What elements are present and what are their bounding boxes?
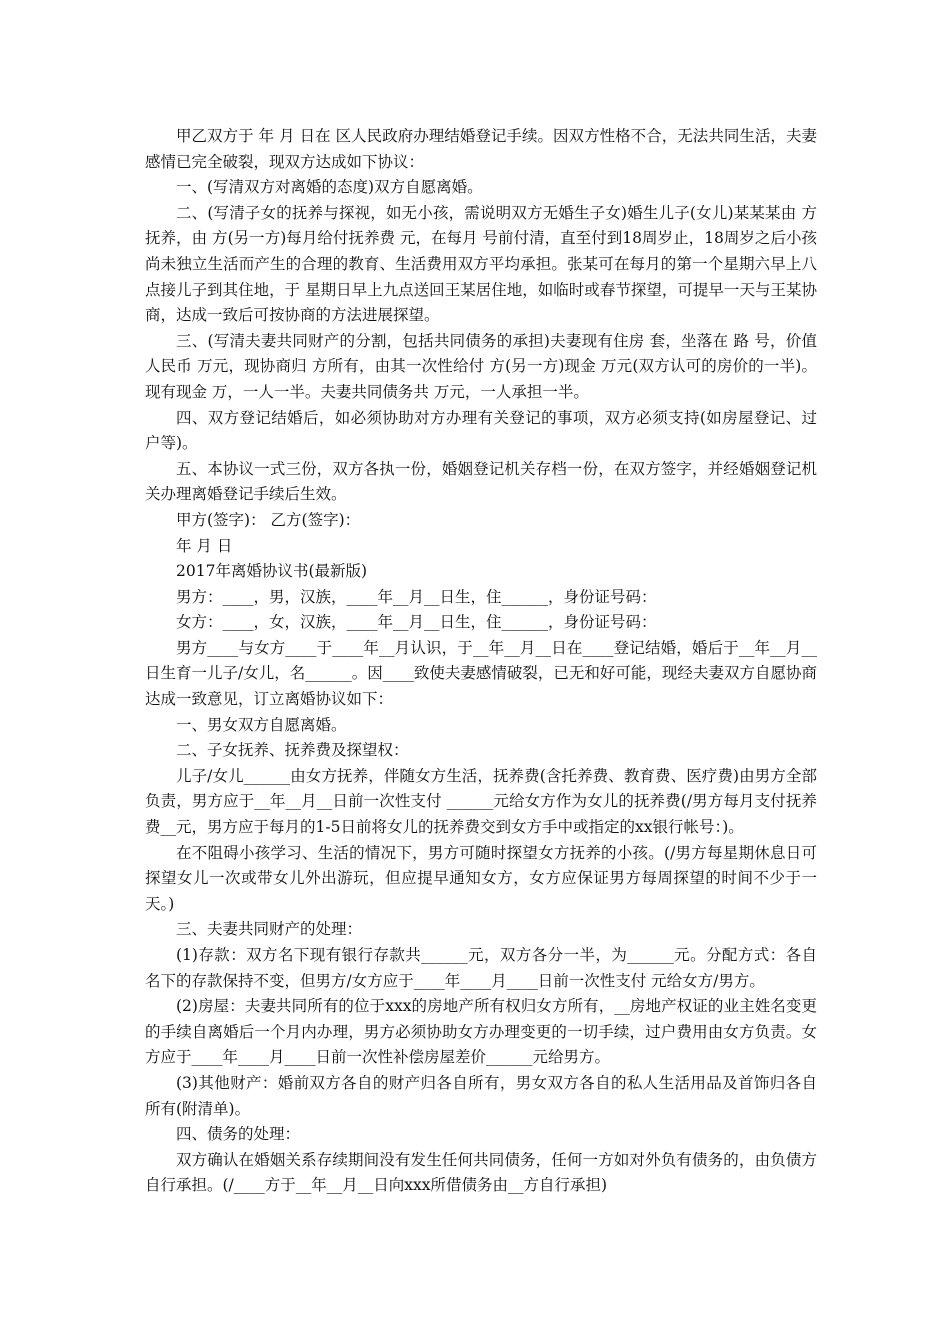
paragraph: 男方____与女方____于____年__月认识，于__年__月__日在____登记结婚，婚后于__年__月__日生育一儿子/女儿，名______。因____致使夫妻感情破裂，已无和好可能，现经夫妻双方自愿协商达成一致意见，订立离婚协议如下： [145, 638, 817, 709]
paragraph: 二、子女抚养、抚养费及探望权： [176, 741, 409, 760]
paragraph: 女方：____，女，汉族，____年__月__日生，住______，身份证号码： [176, 613, 657, 632]
paragraph: 双方确认在婚姻关系存续期间没有发生任何共同债务，任何一方如对外负有债务的，由负债方自行承担。(/____方于__年__月__日向xxx所借债务由__方自行承担) [145, 1150, 817, 1195]
paragraph: (2)房屋：夫妻共同所有的位于xxx的房地产所有权归女方所有，__房地产权证的业主姓名变更的手续自离婚后一个月内办理，男方必须协助女方办理变更的一切手续，过户费用由女方负责。女方应于____年____月____日前一次性补偿房屋差价______元给男方。 [145, 997, 817, 1067]
paragraph: 年 月 日 [176, 536, 233, 555]
paragraph: (1)存款：双方名下现有银行存款共______元，双方各分一半，为______元。分配方式：各自名下的存款保持不变，但男方/女方应于____年____月____日前一次性支付 元给女方/男方。 [145, 946, 817, 990]
paragraph: 2017年离婚协议书(最新版) [176, 562, 368, 581]
paragraph: 甲乙双方于 年 月 日在 区人民政府办理结婚登记手续。因双方性格不合，无法共同生活，夫妻感情已完全破裂，现双方达成如下协议： [145, 127, 817, 171]
paragraph: 在不阻碍小孩学习、生活的情况下，男方可随时探望女方抚养的小孩。(/男方每星期休息日可探望女儿一次或带女儿外出游玩，但应提早通知女方，女方应保证男方每周探望的时间不少于一天。) [145, 843, 817, 913]
paragraph: 四、债务的处理： [176, 1125, 301, 1144]
paragraph: 四、双方登记结婚后，如必须协助对方办理有关登记的事项，双方必须支持(如房屋登记、过户等)。 [145, 408, 817, 453]
paragraph: 二、(写清子女的抚养与探视，如无小孩，需说明双方无婚生子女)婚生儿子(女儿)某某某由 方抚养，由 方(另一方)每月给付抚养费 元，在每月 号前付清，直至付到18周岁止，18周岁之后小孩尚未独立生活而产生的合理的教育、生活费用双方平均承担。张某可在每月的第一个星期六早上八点接儿子到其住地，于 星期日早上九点送回王某居住地，如临时或春节探望，可提早一天与王某协商，达成一致后可按协商的方法进展探望。 [145, 203, 817, 325]
paragraph: 一、男女双方自愿离婚。 [176, 715, 347, 734]
paragraph: 儿子/女儿______由女方抚养，伴随女方生活，抚养费(含托养费、教育费、医疗费)由男方全部负责，男方应于__年__月__日前一次性支付 ______元给女方作为女儿的抚养费(/男方每月支付抚养费__元，男方应于每月的1-5日前将女儿的抚养费交到女方手中或指定的xx银行帐号：)。 [145, 766, 817, 837]
paragraph: 甲方(签字)： 乙方(签字)： [176, 510, 361, 529]
paragraph: 五、本协议一式三份，双方各执一份，婚姻登记机关存档一份，在双方签字，并经婚姻登记机关办理离婚登记手续后生效。 [145, 459, 817, 504]
paragraph: 男方：____，男，汉族，____年__月__日生，住______，身份证号码： [176, 587, 657, 606]
paragraph: (3)其他财产：婚前双方各自的财产归各自所有，男女双方各自的私人生活用品及首饰归各自所有(附清单)。 [145, 1073, 817, 1118]
paragraph: 三、(写清夫妻共同财产的分割，包括共同债务的承担)夫妻现有住房 套，坐落在 路 号，价值人民币 万元，现协商归 方所有，由其一次性给付 方(另一方)现金 万元(双方认可的房价的一半)。 现有现金 万，一人一半。夫妻共同债务共 万元，一人承担一半。 [145, 331, 817, 401]
paragraph: 一、(写清双方对离婚的态度)双方自愿离婚。 [176, 178, 483, 197]
paragraph: 三、夫妻共同财产的处理： [176, 920, 363, 939]
document-body [145, 124, 817, 1199]
